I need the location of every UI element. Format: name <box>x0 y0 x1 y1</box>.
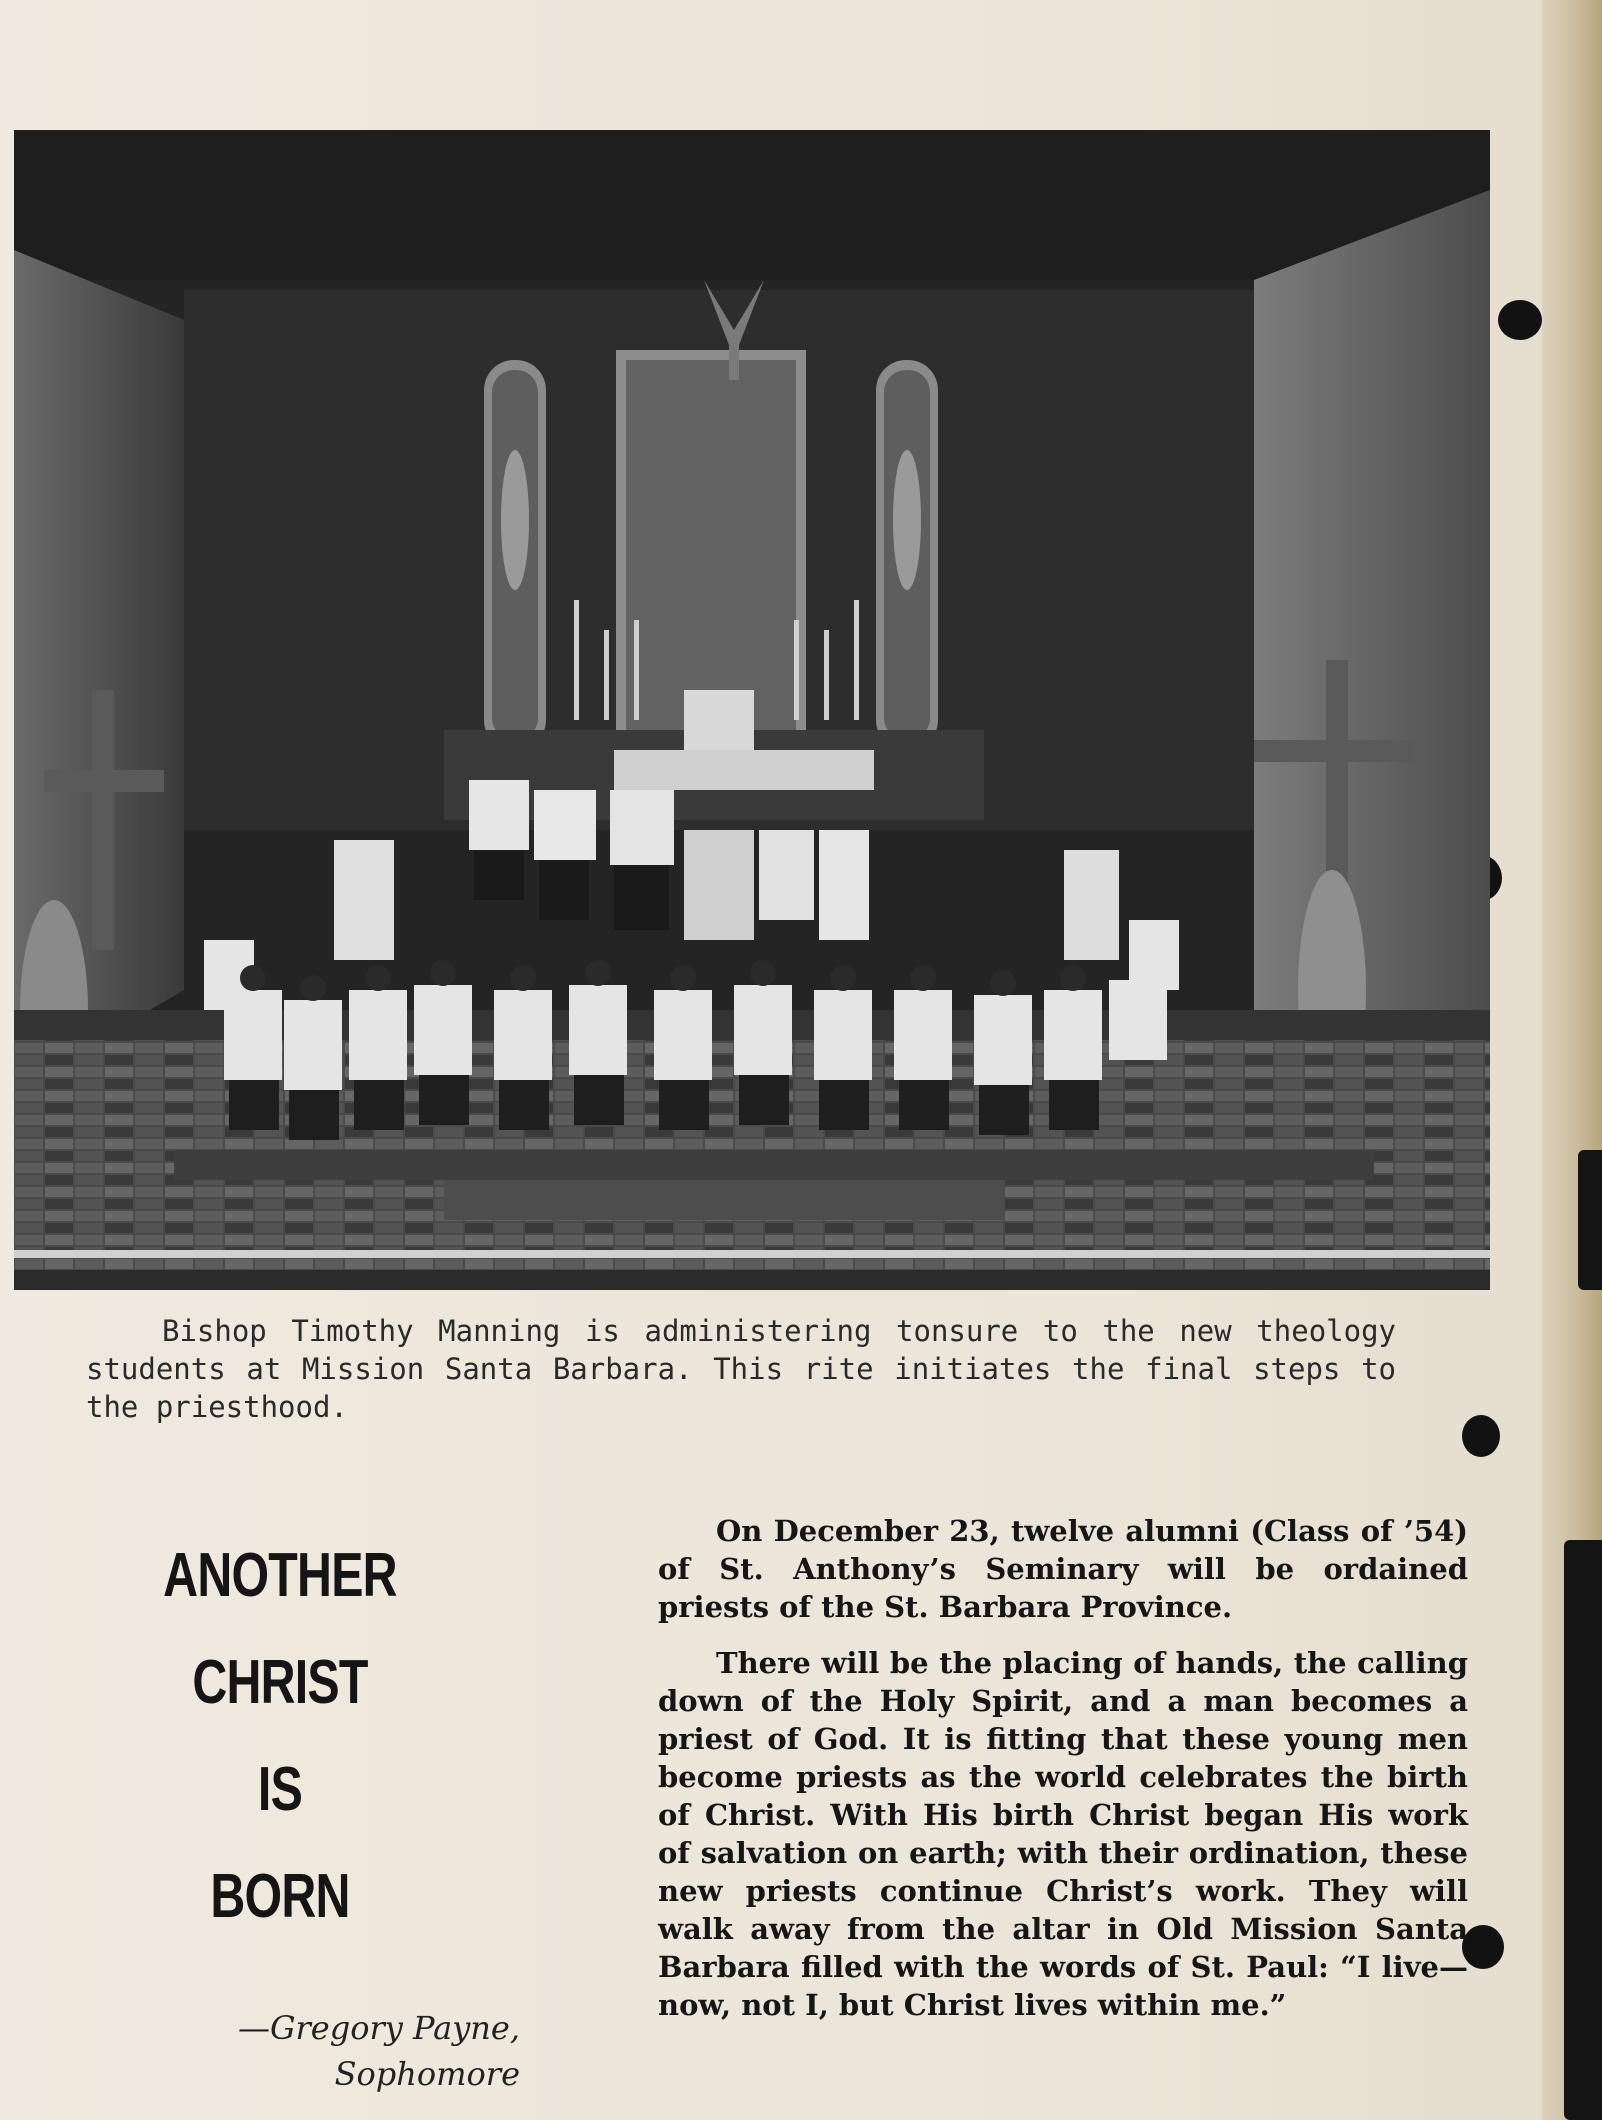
headline-word: IS <box>257 1755 303 1824</box>
byline-author: —Gregory Payne, <box>237 2009 520 2047</box>
photo-caption: Bishop Timothy Manning is administering tonsure to the new theology students at Mission Santa Barbara. This rite initiates the final steps to the priesthood. <box>86 1314 1396 1424</box>
headline-word: ANOTHER <box>163 1541 397 1610</box>
article-headline <box>110 1540 450 1968</box>
article-paragraph: There will be the placing of hands, the calling down of the Holy Spirit, and a man becomes a priest of God. It is fitting that these young men become priests as the world celebrates the birth of Christ. With His birth Christ began His work of salvation on earth; with their ordination, these new priests continue Christ’s work. They will walk away from the altar in Old Mission Santa Barbara filled with the words of St. Paul: “I live—now, not I, but Christ lives within me.” <box>658 1646 1468 2022</box>
byline <box>170 2005 520 2097</box>
binding-hole <box>1498 300 1542 340</box>
headline-word: BORN <box>210 1862 350 1931</box>
byline-role: Sophomore <box>334 2055 520 2093</box>
torn-edge-shadow <box>1564 1540 1602 2120</box>
article-paragraph: On December 23, twelve alumni (Class of ’54) of St. Anthony’s Seminary will be ordained priests of the St. Barbara Province. <box>658 1514 1468 1624</box>
binding-hole <box>1462 1925 1504 1969</box>
torn-edge-shadow <box>1578 1150 1602 1290</box>
photo-illustration <box>14 130 1490 1290</box>
binding-hole <box>1462 1415 1500 1457</box>
ordination-photo <box>14 130 1490 1290</box>
article-body <box>658 1512 1468 2042</box>
headline-word: CHRIST <box>192 1648 368 1717</box>
